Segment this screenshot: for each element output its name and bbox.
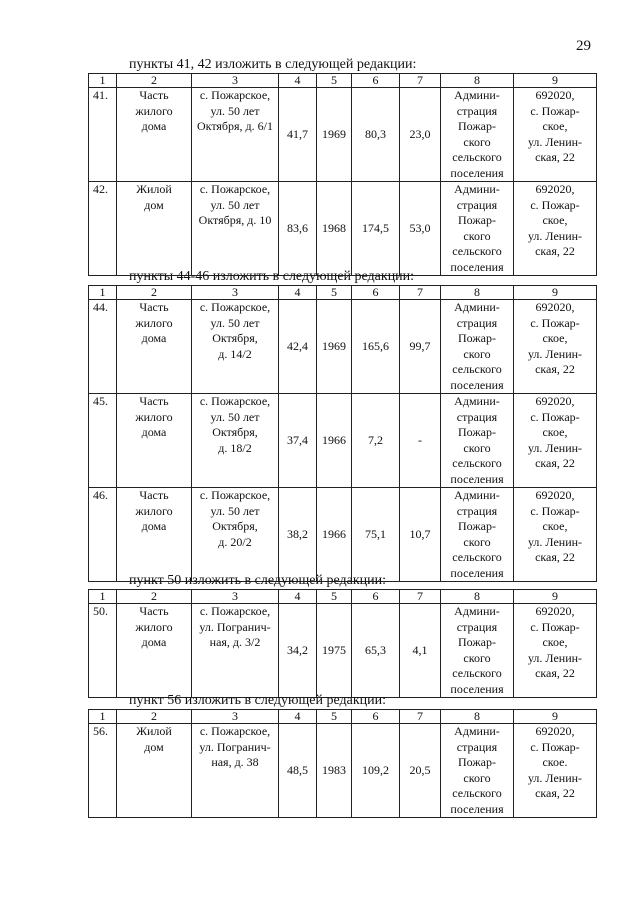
cell-owner-line: поселения xyxy=(450,377,504,392)
cell-object-type-line: дома xyxy=(141,635,167,649)
cell-postal-address-line: 692020, xyxy=(535,88,575,102)
cell-postal-address-line: ская, 22 xyxy=(535,786,575,800)
cell-object-type xyxy=(117,182,192,276)
cell-address-line: ул. 50 лет xyxy=(210,503,260,518)
cell-postal-address xyxy=(514,182,597,276)
cell-postal-address-line: 692020, xyxy=(535,182,575,196)
cell-col6: 75,1 xyxy=(352,488,400,582)
cell-postal-address-line: с. Пожар- xyxy=(530,103,580,118)
cell-owner-line: Админи- xyxy=(454,88,500,102)
cell-owner-line: поселения xyxy=(450,471,504,486)
cell-object-type-line: дом xyxy=(144,197,164,212)
cell-postal-address-line: ул. Ленин- xyxy=(527,440,583,455)
cell-owner-line: сельского xyxy=(452,150,502,164)
cell-address-line: с. Пожарское, xyxy=(199,724,271,738)
cell-owner-line: поселения xyxy=(450,165,504,180)
cell-object-type-line: жилого xyxy=(135,409,173,424)
cell-object-type-line: дома xyxy=(141,425,167,439)
cell-owner xyxy=(441,88,514,182)
cell-object-type-line: Часть xyxy=(139,394,169,408)
cell-owner-line: сельского xyxy=(452,362,502,376)
header-cell: 2 xyxy=(117,590,192,604)
cell-col5: 1969 xyxy=(317,300,352,394)
cell-owner xyxy=(441,488,514,582)
cell-postal-address-line: ская, 22 xyxy=(535,150,575,164)
section-title: пункт 50 изложить в следующей редакции: xyxy=(129,573,386,588)
header-cell: 5 xyxy=(317,710,352,724)
cell-owner-line: Пожар- xyxy=(458,755,496,769)
cell-postal-address xyxy=(514,724,597,818)
header-row xyxy=(89,590,597,604)
header-cell: 9 xyxy=(514,74,597,88)
cell-address xyxy=(192,300,279,394)
cell-postal-address xyxy=(514,488,597,582)
cell-object-type-line: Жилой xyxy=(136,182,172,196)
cell-postal-address-line: с. Пожар- xyxy=(530,197,580,212)
header-cell: 8 xyxy=(441,286,514,300)
header-cell: 2 xyxy=(117,74,192,88)
cell-postal-address-line: ская, 22 xyxy=(535,362,575,376)
cell-postal-address-line: ская, 22 xyxy=(535,244,575,258)
cell-col5: 1975 xyxy=(317,604,352,698)
cell-col4: 37,4 xyxy=(279,394,317,488)
cell-number: 41. xyxy=(89,88,117,182)
cell-object-type-line: жилого xyxy=(135,315,173,330)
cell-address-line: Октября, д. 10 xyxy=(198,213,272,227)
table-row xyxy=(89,394,597,488)
cell-col5: 1983 xyxy=(317,724,352,818)
cell-postal-address-line: ское. xyxy=(542,755,568,769)
header-cell: 7 xyxy=(400,710,441,724)
cell-postal-address-line: ское, xyxy=(542,519,568,533)
cell-postal-address-line: ское, xyxy=(542,213,568,227)
cell-owner-line: поселения xyxy=(450,801,504,816)
cell-postal-address-line: с. Пожар- xyxy=(530,739,580,754)
cell-postal-address xyxy=(514,394,597,488)
cell-col5: 1969 xyxy=(317,88,352,182)
cell-owner-line: поселения xyxy=(450,565,504,580)
cell-address-line: ул. Погранич- xyxy=(199,739,271,754)
cell-postal-address-line: ская, 22 xyxy=(535,456,575,470)
cell-address-line: ная, д. 3/2 xyxy=(209,635,261,649)
cell-owner-line: сельского xyxy=(452,456,502,470)
cell-col6: 80,3 xyxy=(352,88,400,182)
header-cell: 6 xyxy=(352,286,400,300)
header-cell: 6 xyxy=(352,74,400,88)
cell-postal-address xyxy=(514,300,597,394)
cell-col7: 20,5 xyxy=(400,724,441,818)
cell-postal-address-line: ская, 22 xyxy=(535,550,575,564)
header-cell: 2 xyxy=(117,286,192,300)
cell-object-type xyxy=(117,724,192,818)
cell-address-line: ул. Погранич- xyxy=(199,619,271,634)
cell-owner-line: Пожар- xyxy=(458,635,496,649)
cell-address xyxy=(192,88,279,182)
cell-number: 46. xyxy=(89,488,117,582)
header-cell: 4 xyxy=(279,590,317,604)
cell-col7: 4,1 xyxy=(400,604,441,698)
cell-postal-address-line: 692020, xyxy=(535,394,575,408)
cell-postal-address xyxy=(514,604,597,698)
cell-col5: 1966 xyxy=(317,394,352,488)
cell-owner xyxy=(441,604,514,698)
header-cell: 5 xyxy=(317,286,352,300)
cell-object-type xyxy=(117,88,192,182)
header-cell: 3 xyxy=(192,590,279,604)
cell-col6: 165,6 xyxy=(352,300,400,394)
cell-object-type-line: жилого xyxy=(135,503,173,518)
cell-object-type-line: жилого xyxy=(135,619,173,634)
table-row xyxy=(89,88,597,182)
cell-owner-line: Пожар- xyxy=(458,331,496,345)
cell-owner-line: ского xyxy=(463,440,491,455)
cell-col4: 41,7 xyxy=(279,88,317,182)
header-cell: 3 xyxy=(192,286,279,300)
cell-postal-address-line: ское, xyxy=(542,425,568,439)
cell-postal-address-line: 692020, xyxy=(535,488,575,502)
cell-number: 44. xyxy=(89,300,117,394)
header-cell: 1 xyxy=(89,710,117,724)
header-cell: 3 xyxy=(192,74,279,88)
cell-address-line: д. 20/2 xyxy=(218,534,252,549)
cell-owner-line: страция xyxy=(456,315,498,330)
cell-col7: 10,7 xyxy=(400,488,441,582)
cell-postal-address xyxy=(514,88,597,182)
cell-address-line: с. Пожарское, xyxy=(199,394,271,408)
cell-address-line: д. 18/2 xyxy=(218,440,252,455)
cell-postal-address-line: ул. Ленин- xyxy=(527,346,583,361)
header-cell: 1 xyxy=(89,286,117,300)
cell-address-line: Октября, д. 6/1 xyxy=(196,119,273,133)
header-row xyxy=(89,286,597,300)
cell-object-type-line: дом xyxy=(144,739,164,754)
cell-owner-line: Админи- xyxy=(454,488,500,502)
cell-owner-line: Админи- xyxy=(454,724,500,738)
header-cell: 6 xyxy=(352,590,400,604)
header-row xyxy=(89,74,597,88)
cell-object-type-line: Часть xyxy=(139,88,169,102)
cell-address-line: ул. 50 лет xyxy=(210,409,260,424)
cell-postal-address-line: ул. Ленин- xyxy=(527,228,583,243)
cell-owner-line: страция xyxy=(456,739,498,754)
cell-owner-line: Пожар- xyxy=(458,519,496,533)
header-cell: 5 xyxy=(317,590,352,604)
section-title: пункты 41, 42 изложить в следующей редакции: xyxy=(129,57,417,72)
header-cell: 7 xyxy=(400,74,441,88)
cell-owner xyxy=(441,182,514,276)
header-cell: 8 xyxy=(441,710,514,724)
registry-table xyxy=(88,589,597,698)
cell-owner-line: Админи- xyxy=(454,300,500,314)
cell-owner-line: сельского xyxy=(452,244,502,258)
cell-address-line: Октября, xyxy=(212,331,258,345)
header-cell: 2 xyxy=(117,710,192,724)
cell-number: 50. xyxy=(89,604,117,698)
cell-postal-address-line: ул. Ленин- xyxy=(527,134,583,149)
header-row xyxy=(89,710,597,724)
cell-owner-line: страция xyxy=(456,409,498,424)
header-cell: 1 xyxy=(89,74,117,88)
cell-address-line: с. Пожарское, xyxy=(199,604,271,618)
cell-address-line: Октября, xyxy=(212,425,258,439)
cell-postal-address-line: с. Пожар- xyxy=(530,503,580,518)
cell-col7: 53,0 xyxy=(400,182,441,276)
cell-object-type xyxy=(117,300,192,394)
cell-postal-address-line: 692020, xyxy=(535,724,575,738)
cell-number: 42. xyxy=(89,182,117,276)
registry-table xyxy=(88,709,597,818)
cell-address-line: ул. 50 лет xyxy=(210,197,260,212)
cell-col6: 174,5 xyxy=(352,182,400,276)
cell-object-type-line: дома xyxy=(141,331,167,345)
cell-object-type xyxy=(117,604,192,698)
cell-owner-line: Пожар- xyxy=(458,119,496,133)
cell-col7: 99,7 xyxy=(400,300,441,394)
cell-address-line: ная, д. 38 xyxy=(211,755,259,769)
cell-owner-line: Админи- xyxy=(454,604,500,618)
cell-owner-line: ского xyxy=(463,346,491,361)
cell-postal-address-line: ул. Ленин- xyxy=(527,770,583,785)
cell-owner-line: ского xyxy=(463,134,491,149)
cell-owner-line: Пожар- xyxy=(458,425,496,439)
cell-col4: 34,2 xyxy=(279,604,317,698)
section-title: пункт 56 изложить в следующей редакции: xyxy=(129,693,386,708)
cell-address-line: с. Пожарское, xyxy=(199,88,271,102)
cell-object-type-line: дома xyxy=(141,519,167,533)
header-cell: 9 xyxy=(514,710,597,724)
header-cell: 1 xyxy=(89,590,117,604)
cell-address xyxy=(192,604,279,698)
table-row xyxy=(89,724,597,818)
cell-owner-line: страция xyxy=(456,503,498,518)
cell-owner-line: ского xyxy=(463,770,491,785)
cell-owner-line: ского xyxy=(463,228,491,243)
page-number: 29 xyxy=(576,38,591,54)
cell-owner-line: страция xyxy=(456,619,498,634)
cell-postal-address-line: с. Пожар- xyxy=(530,409,580,424)
cell-col5: 1966 xyxy=(317,488,352,582)
cell-col4: 38,2 xyxy=(279,488,317,582)
cell-owner-line: поселения xyxy=(450,681,504,696)
header-cell: 8 xyxy=(441,590,514,604)
header-cell: 4 xyxy=(279,74,317,88)
header-cell: 8 xyxy=(441,74,514,88)
registry-table xyxy=(88,73,597,276)
cell-owner-line: сельского xyxy=(452,550,502,564)
cell-owner-line: сельского xyxy=(452,786,502,800)
cell-postal-address-line: ское, xyxy=(542,119,568,133)
cell-postal-address-line: с. Пожар- xyxy=(530,315,580,330)
cell-col6: 65,3 xyxy=(352,604,400,698)
header-cell: 5 xyxy=(317,74,352,88)
cell-owner-line: поселения xyxy=(450,259,504,274)
cell-col6: 109,2 xyxy=(352,724,400,818)
cell-col5: 1968 xyxy=(317,182,352,276)
cell-address-line: с. Пожарское, xyxy=(199,300,271,314)
cell-object-type-line: дома xyxy=(141,119,167,133)
header-cell: 6 xyxy=(352,710,400,724)
table-row xyxy=(89,182,597,276)
cell-object-type xyxy=(117,394,192,488)
table-row xyxy=(89,300,597,394)
cell-number: 45. xyxy=(89,394,117,488)
cell-address xyxy=(192,394,279,488)
cell-postal-address-line: ское, xyxy=(542,331,568,345)
cell-address xyxy=(192,182,279,276)
cell-owner-line: сельского xyxy=(452,666,502,680)
cell-postal-address-line: 692020, xyxy=(535,604,575,618)
cell-owner-line: страция xyxy=(456,197,498,212)
cell-object-type-line: Жилой xyxy=(136,724,172,738)
cell-address-line: с. Пожарское, xyxy=(199,488,271,502)
cell-address-line: д. 14/2 xyxy=(218,346,252,361)
cell-owner-line: ского xyxy=(463,650,491,665)
cell-owner-line: Админи- xyxy=(454,182,500,196)
cell-owner-line: ского xyxy=(463,534,491,549)
cell-address xyxy=(192,488,279,582)
section-title: пункты 44-46 изложить в следующей редакции: xyxy=(129,269,415,284)
cell-postal-address-line: ул. Ленин- xyxy=(527,534,583,549)
cell-object-type-line: Часть xyxy=(139,300,169,314)
cell-postal-address-line: 692020, xyxy=(535,300,575,314)
header-cell: 9 xyxy=(514,590,597,604)
cell-address-line: ул. 50 лет xyxy=(210,315,260,330)
header-cell: 7 xyxy=(400,590,441,604)
cell-owner-line: Пожар- xyxy=(458,213,496,227)
cell-postal-address-line: ская, 22 xyxy=(535,666,575,680)
cell-postal-address-line: с. Пожар- xyxy=(530,619,580,634)
header-cell: 7 xyxy=(400,286,441,300)
cell-address-line: ул. 50 лет xyxy=(210,103,260,118)
cell-object-type-line: жилого xyxy=(135,103,173,118)
cell-postal-address-line: ул. Ленин- xyxy=(527,650,583,665)
cell-address xyxy=(192,724,279,818)
cell-owner-line: Админи- xyxy=(454,394,500,408)
header-cell: 4 xyxy=(279,710,317,724)
cell-owner xyxy=(441,300,514,394)
cell-address-line: Октября, xyxy=(212,519,258,533)
header-cell: 3 xyxy=(192,710,279,724)
cell-number: 56. xyxy=(89,724,117,818)
cell-col7: 23,0 xyxy=(400,88,441,182)
header-cell: 4 xyxy=(279,286,317,300)
registry-table xyxy=(88,285,597,582)
cell-postal-address-line: ское, xyxy=(542,635,568,649)
cell-object-type-line: Часть xyxy=(139,488,169,502)
header-cell: 9 xyxy=(514,286,597,300)
cell-address-line: с. Пожарское, xyxy=(199,182,271,196)
table-row xyxy=(89,604,597,698)
cell-object-type xyxy=(117,488,192,582)
cell-owner xyxy=(441,394,514,488)
cell-col7: - xyxy=(400,394,441,488)
cell-owner-line: страция xyxy=(456,103,498,118)
cell-col4: 48,5 xyxy=(279,724,317,818)
cell-object-type-line: Часть xyxy=(139,604,169,618)
cell-owner xyxy=(441,724,514,818)
cell-col4: 42,4 xyxy=(279,300,317,394)
cell-col4: 83,6 xyxy=(279,182,317,276)
table-row xyxy=(89,488,597,582)
cell-col6: 7,2 xyxy=(352,394,400,488)
